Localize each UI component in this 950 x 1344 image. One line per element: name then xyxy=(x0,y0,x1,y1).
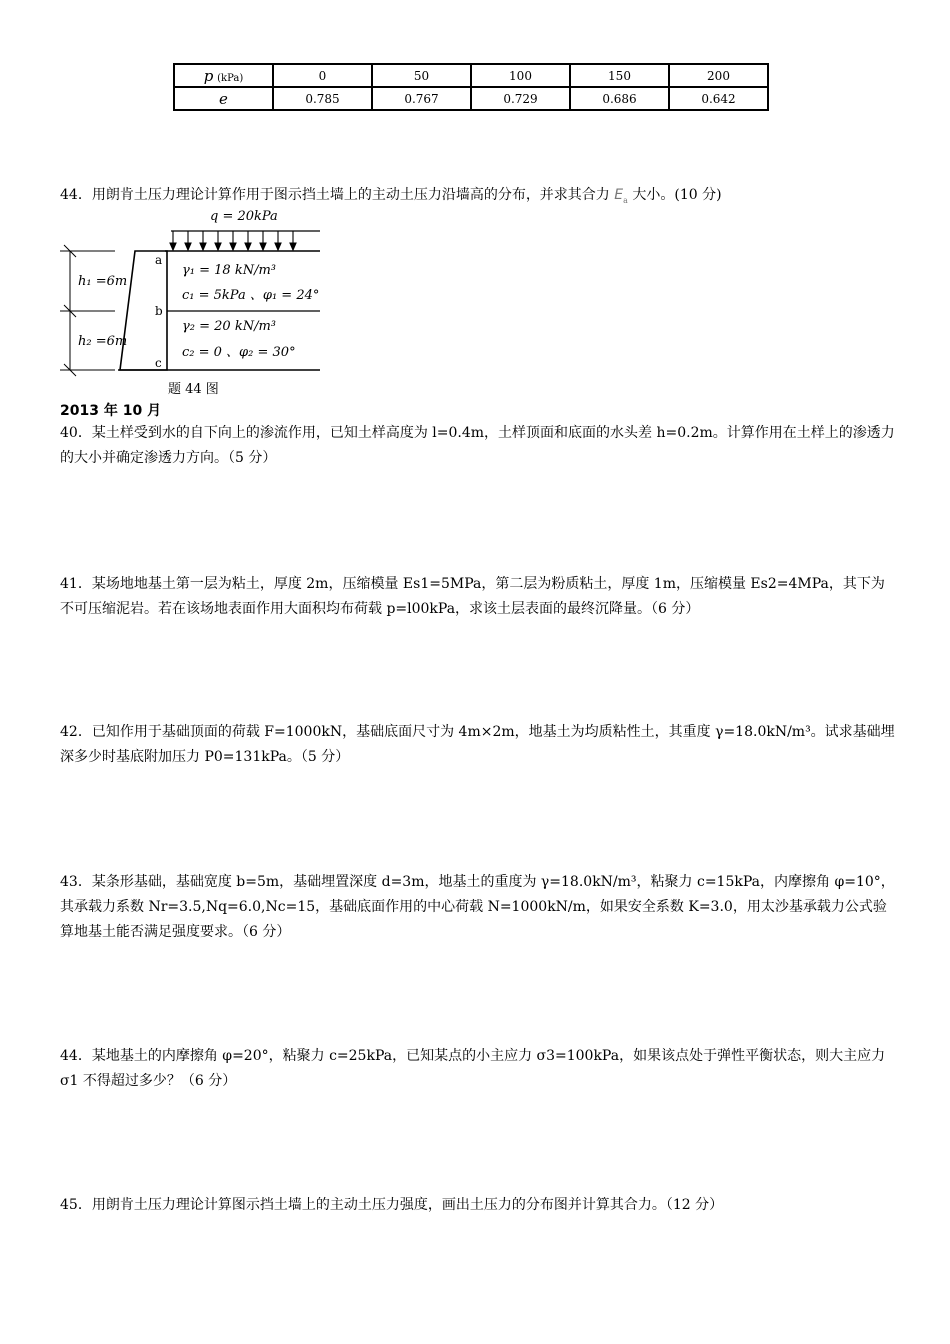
layer1-c-phi: c₁ = 5kPa 、φ₁ = 24° xyxy=(182,288,320,303)
dimension-ticks xyxy=(60,245,115,376)
table-cell: 100 xyxy=(471,64,570,87)
question-number: 45． xyxy=(60,1197,92,1213)
question-41 xyxy=(60,572,896,622)
pressure-void-ratio-table xyxy=(173,63,769,111)
layer2-c-phi: c₂ = 0 、φ₂ = 30° xyxy=(182,345,296,360)
table-cell: 0.729 xyxy=(471,87,570,110)
question-number: 44． xyxy=(60,1048,92,1064)
question-suffix: 大小。(10 分) xyxy=(632,187,722,203)
h1-label: h₁ =6m xyxy=(78,274,128,289)
question-body: 已知作用于基础顶面的荷载 F=1000kN，基础底面尺寸为 4m×2m，地基土为均质粘性土，其重度 γ=18.0kN/m³。试求基础埋深多少时基底附加压力 P0=131kPa。（5 分） xyxy=(60,724,895,765)
question-body: 44．用朗肯土压力理论计算作用于图示挡土墙上的主动土压力沿墙高的分布，并求其合力 xyxy=(60,187,610,203)
table-header-cell xyxy=(174,87,273,110)
question-43 xyxy=(60,870,896,945)
question-body: 某场地地基土第一层为粘土，厚度 2m，压缩模量 Es1=5MPa，第二层为粉质粘土，厚度 1m，压缩模量 Es2=4MPa，其下为不可压缩泥岩。若在该场地表面作用大面积均布荷载 p=l00kPa，求该土层表面的最终沉降量。（6 分） xyxy=(60,576,885,617)
layer2-gamma: γ₂ = 20 kN/m³ xyxy=(182,319,276,334)
retaining-wall-figure xyxy=(55,203,330,383)
header-unit: (kPa) xyxy=(217,72,244,84)
header-symbol: p xyxy=(203,66,214,85)
table-row xyxy=(174,64,768,87)
layer1-gamma: γ₁ = 18 kN/m³ xyxy=(182,263,276,278)
table-row xyxy=(174,87,768,110)
table-cell: 0.767 xyxy=(372,87,471,110)
point-b-label: b xyxy=(155,304,163,318)
table-header-cell xyxy=(174,64,273,87)
table-cell: 0 xyxy=(273,64,372,87)
h2-label: h₂ =6m xyxy=(78,334,128,349)
question-body: 用朗肯土压力理论计算图示挡土墙上的主动土压力强度，画出土压力的分布图并计算其合力。（12 分） xyxy=(91,1197,724,1213)
question-body: 某条形基础，基础宽度 b=5m，基础埋置深度 d=3m，地基土的重度为 γ=18.0kN/m³，粘聚力 c=15kPa，内摩擦角 φ=10°，其承载力系数 Nr=3.5,Nq=6.0,Nc=15，基础底面作用的中心荷载 N=1000kN/m，如果安全系数 K=3.0，用太沙基承载力公式验算地基土能否满足强度要求。（6 分） xyxy=(60,874,895,940)
table-cell: 200 xyxy=(669,64,768,87)
question-number: 40． xyxy=(60,425,92,441)
table-cell: 0.686 xyxy=(570,87,669,110)
force-subscript: a xyxy=(623,195,628,205)
point-c-label: c xyxy=(155,356,162,370)
table-cell: 50 xyxy=(372,64,471,87)
load-label: q = 20kPa xyxy=(210,209,278,224)
figure-caption: 题 44 图 xyxy=(168,382,219,397)
table-cell: 150 xyxy=(570,64,669,87)
table-cell: 0.642 xyxy=(669,87,768,110)
table-cell: 0.785 xyxy=(273,87,372,110)
question-42 xyxy=(60,720,896,770)
force-symbol: E xyxy=(614,187,624,203)
question-40 xyxy=(60,421,896,471)
question-body: 某土样受到水的自下向上的渗流作用，已知土样高度为 l=0.4m，土样顶面和底面的水头差 h=0.2m。计算作用在土样上的渗透力的大小并确定渗透力方向。（5 分） xyxy=(60,425,895,466)
question-number: 42． xyxy=(60,724,92,740)
section-title: 2013 年 10 月 xyxy=(60,403,162,419)
question-45 xyxy=(60,1193,896,1218)
row-symbol: e xyxy=(219,89,228,108)
question-44 xyxy=(60,1044,896,1094)
question-number: 43． xyxy=(60,874,92,890)
load-arrows xyxy=(170,231,296,250)
question-number: 41． xyxy=(60,576,92,592)
point-a-label: a xyxy=(155,253,163,267)
question-body: 某地基土的内摩擦角 φ=20°，粘聚力 c=25kPa，已知某点的小主应力 σ3=100kPa，如果该点处于弹性平衡状态，则大主应力 σ1 不得超过多少？（6 分） xyxy=(60,1048,886,1089)
